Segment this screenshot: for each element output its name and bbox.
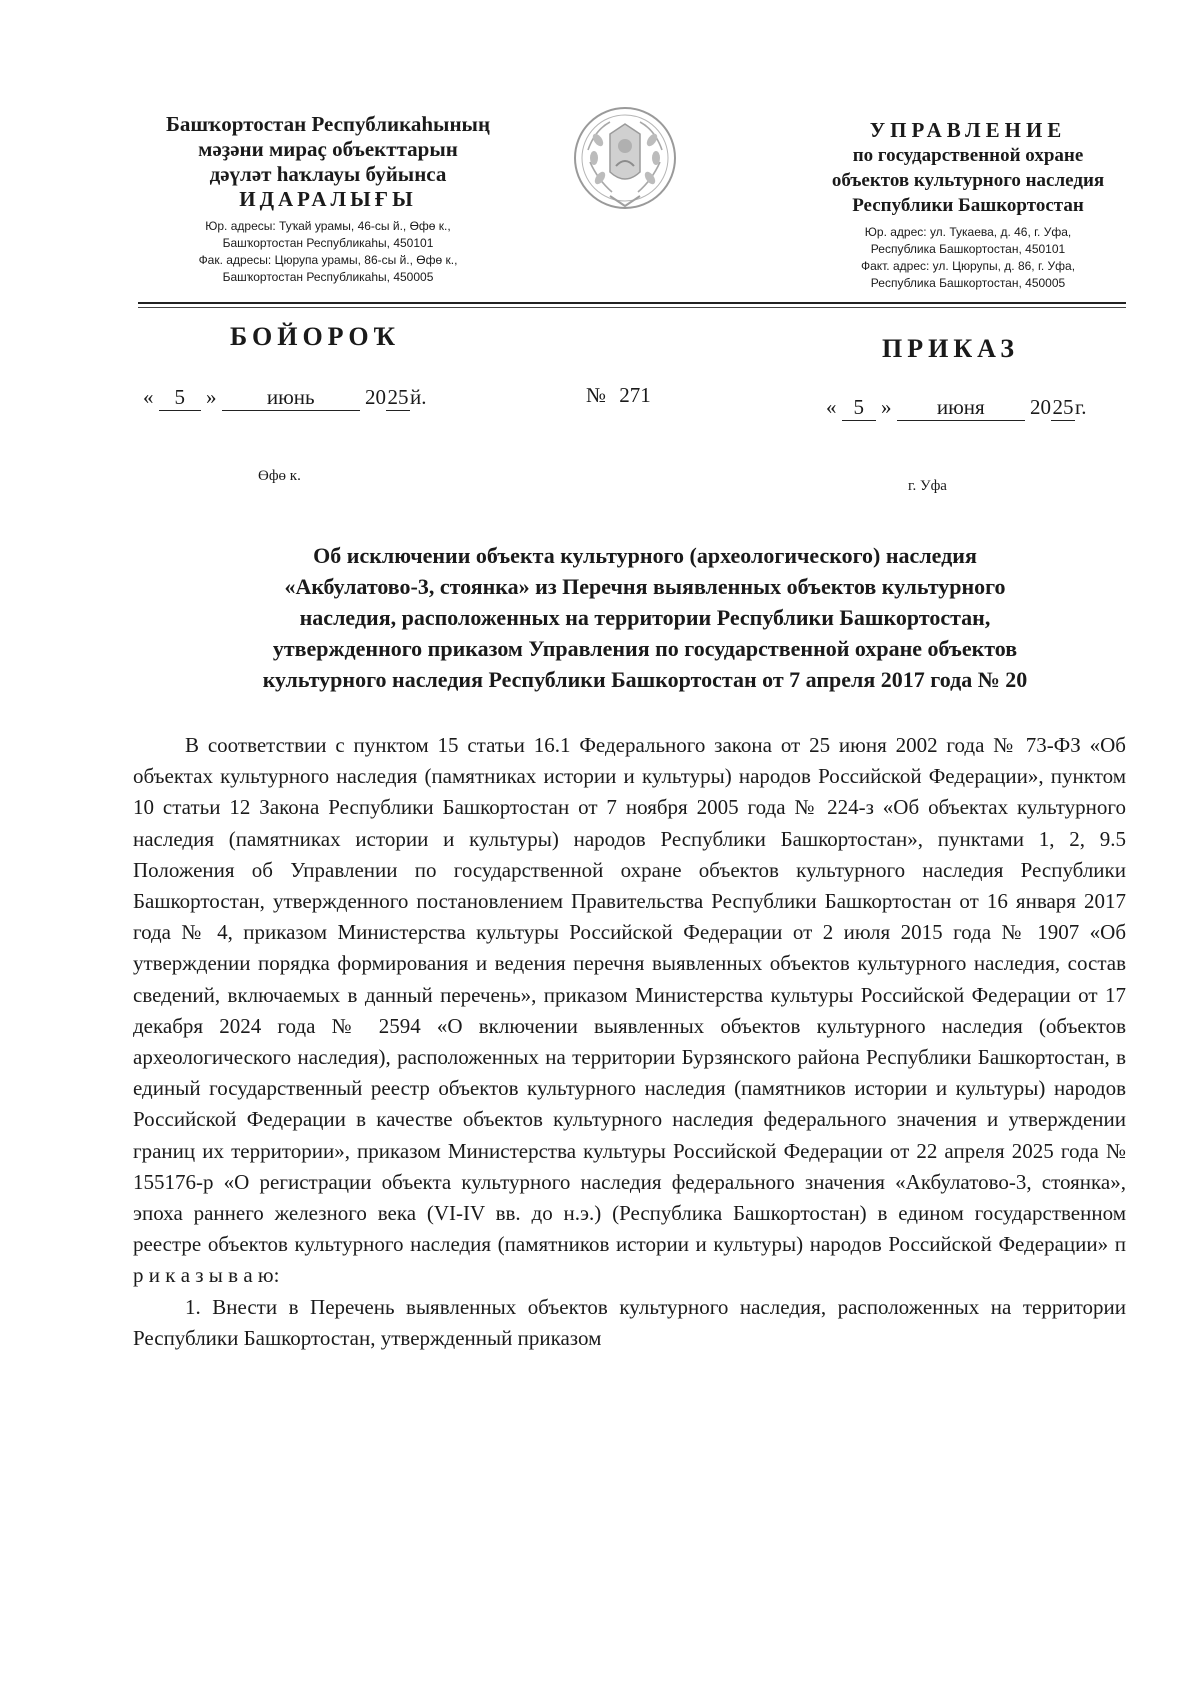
header-divider-thin xyxy=(138,307,1126,308)
quote-close: » xyxy=(206,385,217,409)
document-title xyxy=(165,540,1125,695)
header-right-name-line: по государственной охране xyxy=(852,145,1084,166)
date-month: июня xyxy=(897,395,1025,421)
header-right-name-line: Республики Башкортостан xyxy=(852,195,1084,216)
year-prefix: 20 xyxy=(1030,395,1051,419)
quote-close: » xyxy=(881,395,892,419)
doc-kind-left: БОЙОРОҠ xyxy=(230,322,401,351)
header-right xyxy=(798,118,1138,292)
date-day: 5 xyxy=(842,395,876,421)
title-line: «Акбулатово-3, стоянка» из Перечня выявленных объектов культурного xyxy=(284,574,1006,599)
header-right-name-line: объектов культурного наследия xyxy=(831,170,1105,191)
header-left-name-line: мәҙәни мираҫ объекттарын xyxy=(198,137,458,161)
title-line: Об исключении объекта культурного (археологического) наследия xyxy=(313,543,977,568)
header-left-name-line: Башҡортостан Республикаһының xyxy=(165,112,491,136)
quote-open: « xyxy=(826,395,837,419)
year-prefix: 20 xyxy=(365,385,386,409)
address-line: Башҡортостан Республикаһы, 450101 xyxy=(222,236,434,250)
date-day: 5 xyxy=(159,385,201,411)
header-left xyxy=(138,112,518,286)
title-line: культурного наследия Республики Башкортостан от 7 апреля 2017 года № 20 xyxy=(262,667,1028,692)
address-line: Юр. адрес: ул. Тукаева, д. 46, г. Уфа, xyxy=(864,225,1072,239)
paragraph-text: В соответствии с пунктом 15 статьи 16.1 Федерального закона от 25 июня 2002 года № 73-ФЗ «Об объектах культурного наследия (памятниках истории и культуры) народов Российской Федерации», пунктом 10 статьи 12 Закона Республики Башкортостан от 7 ноября 2005 года № 224-з «Об объектах культурного наследия (памятниках истории и культуры) народов Республики Башкортостан», пунктами 1, 2, 9.5 Положения об Управлении по государственной охране объектов культурного наследия Республики Башкортостан, утвержденного постановлением Правительства Республики Башкортостан от 16 января 2017 года № 4, приказом Министерства культуры Российской Федерации от 2 июля 2015 года № 1907 «Об утверждении порядка формирования и ведения перечня выявленных объектов культурного наследия, состав сведений, включаемых в данный перечень», приказом Министерства культуры Российской Федерации от 17 декабря 2024 года № 2594 «О включении выявленных объектов культурного наследия (объектов археологического наследия), расположенных на территории Бурзянского района Республики Башкортостан, в единый государственный реестр объектов культурного наследия (памятников истории и культуры) народов Российской Федерации в качестве объектов культурного наследия федерального значения и утверждении границ их территории», приказом Министерства культуры Российской Федерации от 22 апреля 2025 года № 155176-р «О регистрации объекта культурного наследия федерального значения «Акбулатово-3, стоянка», эпоха раннего железного века (VI-IV вв. до н.э.) (Республика Башкортостан) в едином государственном реестре объектов культурного наследия (памятников истории и культуры) народов Российской Федерации» xyxy=(133,733,1126,1257)
header-left-org-type: ИДАРАЛЫҒЫ xyxy=(239,187,417,211)
header-right-org-type: УПРАВЛЕНИЕ xyxy=(869,118,1067,142)
city-right: г. Уфа xyxy=(908,478,947,494)
address-line: Башҡортостан Республикаһы, 450005 xyxy=(222,270,434,284)
document-body xyxy=(133,730,1126,1354)
address-line: Республика Башкортостан, 450005 xyxy=(870,276,1066,290)
date-month: июнь xyxy=(222,385,360,411)
year-abbr: й. xyxy=(410,385,427,409)
header-left-name-line: дәүләт һаҡлауы буйынса xyxy=(209,162,447,186)
coat-of-arms-emblem-icon xyxy=(570,100,680,220)
order-number xyxy=(586,383,651,408)
quote-open: « xyxy=(143,385,154,409)
title-line: утвержденного приказом Управления по государственной охране объектов xyxy=(272,636,1018,661)
city-left: Өфө к. xyxy=(258,468,301,484)
number-sign: № xyxy=(586,383,607,407)
year-suffix: 25 xyxy=(1052,395,1074,419)
header-divider xyxy=(138,302,1126,304)
number-value: 271 xyxy=(619,383,651,407)
body-paragraph: 1. Внести в Перечень выявленных объектов культурного наследия, расположенных на территории Республики Башкортостан, утвержденный приказом xyxy=(133,1294,1126,1350)
year-suffix: 25 xyxy=(387,385,409,409)
doc-kind-right: ПРИКАЗ xyxy=(882,334,1020,363)
address-line: Факт. адрес: ул. Цюрупы, д. 86, г. Уфа, xyxy=(860,259,1076,273)
order-word: п р и к а з ы в а ю: xyxy=(133,1232,1127,1288)
address-line: Фак. адресы: Цюрупа урамы, 86-сы й., Өфө к., xyxy=(198,253,458,267)
date-left xyxy=(143,385,427,411)
header-left-address xyxy=(138,218,518,286)
date-right xyxy=(826,395,1087,421)
year-abbr: г. xyxy=(1075,395,1087,419)
body-paragraph xyxy=(133,730,1126,1292)
address-line: Республика Башкортостан, 450101 xyxy=(870,242,1066,256)
title-line: наследия, расположенных на территории Республики Башкортостан, xyxy=(299,605,991,630)
header-right-address xyxy=(798,224,1138,292)
address-line: Юр. адресы: Туҡай урамы, 46-сы й., Өфө к., xyxy=(205,219,451,233)
